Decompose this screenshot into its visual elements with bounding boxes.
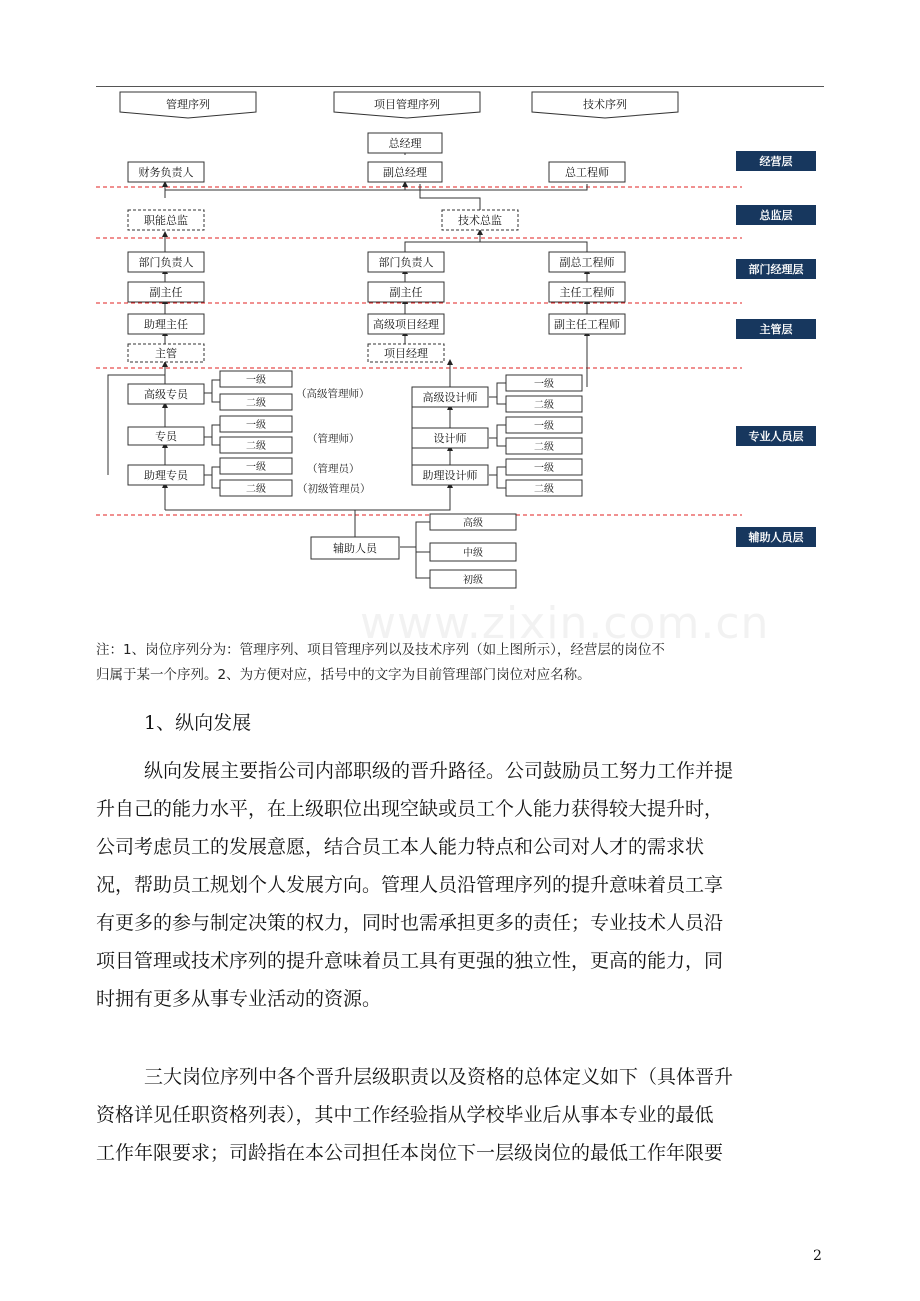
box-deputy-chief-engineer-label: 副总工程师 [559, 256, 615, 269]
box-assist-middle-label: 中级 [463, 548, 483, 559]
box-mgmt-assistant-grade-2-label: 二级 [246, 484, 266, 495]
annotation-junior-administrator: （初级管理员） [297, 483, 371, 495]
connector [400, 522, 430, 547]
para1-line: 时拥有更多从事专业活动的资源。 [96, 988, 382, 1010]
box-deputy-director-project-label: 副主任 [389, 286, 423, 299]
box-senior-project-manager-label: 高级项目经理 [373, 318, 439, 331]
connector [489, 425, 506, 438]
sequence-header-technical-label: 技术序列 [583, 98, 627, 111]
box-tech-assistant-grade-2-label: 二级 [534, 484, 554, 495]
box-finance-head-label: 财务负责人 [138, 166, 194, 179]
box-mgmt-specialist-grade-1-label: 一级 [246, 420, 266, 431]
watermark: www.zixin.com.cn [360, 598, 770, 649]
connector [204, 380, 220, 393]
box-assistant-staff-label: 辅助人员 [333, 542, 377, 555]
connector [204, 467, 220, 475]
box-tech-senior-grade-2-label: 二级 [534, 400, 554, 411]
box-designer-label: 设计师 [433, 432, 467, 445]
box-director-engineer-label: 主任工程师 [559, 286, 615, 299]
paragraph-2 [96, 1058, 826, 1172]
note-line-2: 归属于某一个序列。2、为方便对应，括号中的文字为目前管理部门岗位对应名称。 [96, 667, 591, 683]
connector [489, 467, 506, 475]
box-assistant-specialist-label: 助理专员 [144, 469, 188, 482]
connector [480, 242, 587, 252]
layer-badge-executive-label: 经营层 [759, 155, 793, 168]
box-mgmt-assistant-grade-1-label: 一级 [246, 462, 266, 473]
page-number: 2 [813, 1248, 822, 1264]
connector [497, 475, 506, 488]
connector [497, 438, 506, 446]
box-general-manager-label: 总经理 [388, 137, 422, 150]
box-supervisor-label: 主管 [155, 347, 177, 360]
sequence-header-management-label: 管理序列 [166, 98, 210, 111]
para1-line: 有更多的参与制定决策的权力，同时也需承担更多的责任；专业技术人员沿 [96, 912, 724, 934]
paragraph-1 [96, 752, 826, 1018]
box-mgmt-senior-grade-2-label: 二级 [246, 398, 266, 409]
section-heading: 1、纵向发展 [144, 712, 252, 734]
layer-badge-supervisor-label: 主管层 [759, 323, 793, 336]
annotation-senior-manager: （高级管理师） [296, 388, 370, 400]
para2-line: 三大岗位序列中各个晋升层级职责以及资格的总体定义如下（具体晋升 [144, 1066, 734, 1088]
box-mgmt-senior-grade-1-label: 一级 [246, 375, 266, 386]
diagram-note [96, 638, 826, 688]
note-line-1: 注：1、岗位序列分为：管理序列、项目管理序列以及技术序列（如上图所示），经营层的岗位不 [96, 642, 665, 658]
box-deputy-director-mgmt-label: 副主任 [149, 286, 183, 299]
connector [212, 437, 220, 445]
para2-line: 资格详见任职资格列表），其中工作经验指从学校毕业后从事本专业的最低 [96, 1104, 714, 1126]
connector [405, 232, 480, 252]
box-chief-engineer-label: 总工程师 [565, 166, 609, 179]
box-assist-junior-label: 初级 [463, 575, 483, 586]
box-project-manager-label: 项目经理 [384, 347, 428, 360]
box-senior-designer-label: 高级设计师 [422, 391, 478, 404]
career-path-diagram [0, 0, 920, 610]
box-deputy-gm-label: 副总经理 [383, 166, 427, 179]
para1-line: 纵向发展主要指公司内部职级的晋升路径。公司鼓励员工努力工作并提 [144, 760, 734, 782]
connector [212, 393, 220, 402]
box-mgmt-specialist-grade-2-label: 二级 [246, 441, 266, 452]
box-dept-head-mgmt-label: 部门负责人 [138, 256, 194, 269]
box-dept-head-project-label: 部门负责人 [378, 256, 434, 269]
annotation-manager: （管理师） [307, 433, 360, 445]
connector [416, 547, 430, 552]
sequence-header-project-label: 项目管理序列 [374, 98, 440, 111]
layer-badge-assistant-label: 辅助人员层 [748, 531, 804, 544]
box-assist-senior-label: 高级 [463, 518, 483, 529]
layer-badge-director-label: 总监层 [759, 209, 793, 222]
box-deputy-director-engineer-label: 副主任工程师 [554, 318, 620, 331]
connector [204, 425, 220, 437]
connector [212, 475, 220, 488]
para1-line: 况，帮助员工规划个人发展方向。管理人员沿管理序列的提升意味着员工享 [96, 874, 724, 896]
para1-line: 项目管理或技术序列的提升意味着员工具有更强的独立性，更高的能力，同 [96, 950, 724, 972]
box-tech-designer-grade-1-label: 一级 [534, 421, 554, 432]
para1-line: 升自己的能力水平，在上级职位出现空缺或员工个人能力获得较大提升时， [96, 798, 724, 820]
connector [497, 397, 506, 404]
layer-badge-professional-label: 专业人员层 [748, 430, 804, 443]
box-assistant-designer-label: 助理设计师 [422, 469, 478, 482]
box-assistant-director-label: 助理主任 [144, 318, 188, 331]
box-senior-specialist-label: 高级专员 [144, 388, 188, 401]
para2-line: 工作年限要求；司龄指在本公司担任本岗位下一层级岗位的最低工作年限要 [96, 1142, 724, 1164]
connector [489, 383, 506, 397]
box-functional-director-label: 职能总监 [144, 214, 188, 227]
para1-line: 公司考虑员工的发展意愿，结合员工本人能力特点和公司对人才的需求状 [96, 836, 705, 858]
box-tech-senior-grade-1-label: 一级 [534, 379, 554, 390]
box-tech-assistant-grade-1-label: 一级 [534, 463, 554, 474]
annotation-administrator: （管理员） [307, 463, 360, 475]
connector [420, 184, 480, 210]
box-technical-director-label: 技术总监 [458, 214, 502, 227]
layer-badge-dept-manager-label: 部门经理层 [748, 263, 804, 276]
box-specialist-label: 专员 [155, 430, 177, 443]
box-tech-designer-grade-2-label: 二级 [534, 442, 554, 453]
